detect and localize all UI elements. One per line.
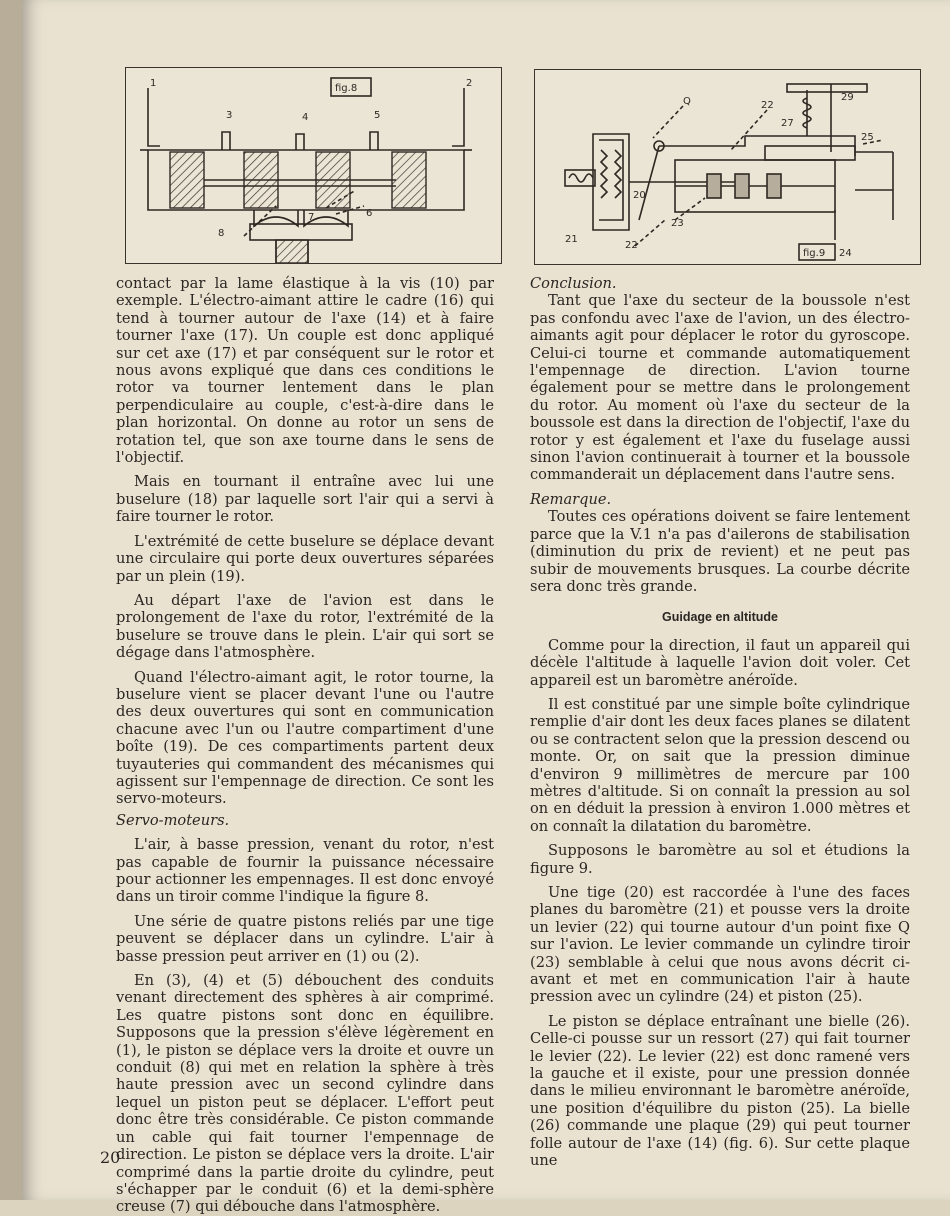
- paragraph: Une tige (20) est raccordée à l'une des faces planes du baromètre (21) et pousse vers la droite un levier (22) qui tourne autour d'un point fixe Q sur l'avion. Le levier commande un cylindre tiroir (23) semblable à celui que nous avons décrit ci-avant et met en communication l'air à haute pression avec un cylindre (24) et piston (25).: [530, 884, 910, 1006]
- fig9-label-24: 24: [839, 248, 852, 259]
- fig8-label-1: 1: [150, 78, 157, 89]
- paragraph: Au départ l'axe de l'avion est dans le prolongement de l'axe du rotor, l'extrémité de la buselure se trouve dans le plein. L'air qui sort se dégage dans l'atmosphère.: [116, 591, 494, 662]
- paragraph: Mais en tournant il entraîne avec lui une buselure (18) par laquelle sort l'air qui a servi à faire tourner le rotor.: [116, 473, 494, 526]
- fig8-label-6: 6: [366, 208, 373, 219]
- section-title: Guidage en altitude: [662, 610, 778, 625]
- paragraph: Le piston se déplace entraînant une bielle (26). Celle-ci pousse sur un ressort (27) qui fait tourner le levier (22). Le levier (22) est donc ramené vers la gauche et il existe, pour une pression donnée dans le milieu environnant le baromètre anéroïde, une position d'équilibre du piston (25). La bielle (26) commande une plaque (29) qui peut tourner folle autour de l'axe (14) (fig. 6). Sur cette plaque une: [530, 1012, 910, 1170]
- book-spine: [0, 0, 22, 1200]
- section-heading: Conclusion.: [530, 275, 617, 292]
- figure-8: [125, 67, 502, 264]
- fig8-label-5: 5: [374, 110, 381, 121]
- paragraph: L'extrémité de cette buselure se déplace devant une circulaire qui porte deux ouvertures séparées par un plein (19).: [116, 532, 494, 585]
- fig8-label-3: 3: [226, 110, 233, 121]
- section-heading: Remarque.: [530, 490, 612, 508]
- fig9-label-Q: Q: [683, 96, 691, 107]
- fig9-label-27: 27: [781, 118, 794, 129]
- figure-8-drawing: [126, 68, 501, 263]
- fig9-caption: fig.9: [803, 248, 826, 259]
- paragraph: Quand l'électro-aimant agit, le rotor tourne, la buselure vient se placer devant l'une ou l'autre des deux ouvertures qui sont en communication chacune avec l'un ou l'autre compartiment d'une boîte (19). De ces compartiments partent deux tuyauteries qui commandent des mécanismes qui agissent sur l'empennage de direction. Ce sont les servo-moteurs.: [116, 668, 494, 808]
- fig8-label-4: 4: [302, 112, 309, 123]
- fig9-label-22-top: 22: [761, 100, 774, 111]
- paragraph: contact par la lame élastique à la vis (10) par exemple. L'électro-aimant attire le cadre (16) qui tend à tourner autour de l'axe (14) et à faire tourner l'axe (17). Un couple est donc appliqué sur cet axe (17) et par conséquent sur le rotor et nous avons expliqué que dans ces conditions le rotor va tourner lentement dans le plan perpendiculaire au couple, c'est-à-dire dans le plan horizontal. On donne au rotor un sens de rotation tel, que son axe tourne dans le sens de l'objectif.: [116, 275, 494, 467]
- paragraph: Toutes ces opérations doivent se faire lentement parce que la V.1 n'a pas d'ailerons de stabilisation (diminution du prix de revient) et ne peut pas subir de mouvements brusques. La courbe décrite sera donc très grande.: [530, 508, 910, 595]
- fig8-label-7: 7: [308, 212, 315, 223]
- figure-9-drawing: [535, 70, 920, 264]
- paragraph: Comme pour la direction, il faut un appareil qui décèle l'altitude à laquelle l'avion doit voler. Cet appareil est un baromètre anéroïde.: [530, 636, 910, 689]
- fig9-label-20: 20: [633, 190, 646, 201]
- paragraph: Il est constitué par une simple boîte cylindrique remplie d'air dont les deux faces planes se dilatent ou se contractent selon que la pression descend ou monte. Or, on sait que la pression diminue d'environ 9 millimètres de mercure par 100 mètres d'altitude. Si on connaît la pression au sol on en déduit la pression à environ 1.000 mètres et on connaît la dilatation du baromètre.: [530, 695, 910, 835]
- fig9-label-21: 21: [565, 234, 578, 245]
- fig9-label-25: 25: [861, 132, 874, 143]
- fig9-label-23: 23: [671, 218, 684, 229]
- page-number: 20: [100, 1148, 121, 1167]
- paragraph: En (3), (4) et (5) débouchent des conduits venant directement des sphères à air comprimé. Les quatre pistons sont donc en équilibre. Supposons que la pression s'élève légèrement en (1), le piston se déplace vers la droite et ouvre un conduit (8) qui met en relation la sphère à très haute pression avec un second cylindre dans lequel un piston peut se déplacer. L'effort peut donc être très considérable. Ce piston commande un cable qui fait tourner l'empennage de direction. Le piston se déplace vers la droite. L'air comprimé dans la partie droite du cylindre, peut s'échapper par le conduit (6) et la demi-sphère creuse (7) qui débouche dans l'atmosphère.: [116, 972, 494, 1216]
- fig9-label-29: 29: [841, 92, 854, 103]
- paragraph: L'air, à basse pression, venant du rotor, n'est pas capable de fournir la puissance nécessaire pour actionner les empennages. Il est donc envoyé dans un tiroir comme l'indique la figure 8.: [116, 836, 494, 906]
- fig8-caption: fig.8: [335, 83, 358, 94]
- fig8-label-2: 2: [466, 78, 473, 89]
- paragraph: Tant que l'axe du secteur de la boussole n'est pas confondu avec l'axe de l'avion, un des électro-aimants agit pour déplacer le rotor du gyroscope. Celui-ci tourne et commande automatiquement l'empennage de direction. L'avion tourne également pour se mettre dans le prolongement du rotor. Au moment où l'axe du secteur de la boussole est dans la direction de l'objectif, l'axe du rotor y est également et l'axe du fuselage aussi sinon l'avion continuerait à tourner et la boussole commanderait un déplacement dans l'autre sens.: [530, 292, 910, 484]
- left-column: [116, 275, 494, 1216]
- section-heading: Servo-moteurs.: [116, 811, 230, 829]
- figure-9: [534, 69, 921, 265]
- paragraph: Supposons le baromètre au sol et étudions la figure 9.: [530, 842, 910, 877]
- fig9-label-22-bottom: 22: [625, 240, 638, 251]
- fig8-label-8: 8: [218, 228, 225, 239]
- right-column: [530, 275, 910, 1170]
- paragraph: Une série de quatre pistons reliés par une tige peuvent se déplacer dans un cylindre. L'air à basse pression peut arriver en (1) ou (2).: [116, 912, 494, 965]
